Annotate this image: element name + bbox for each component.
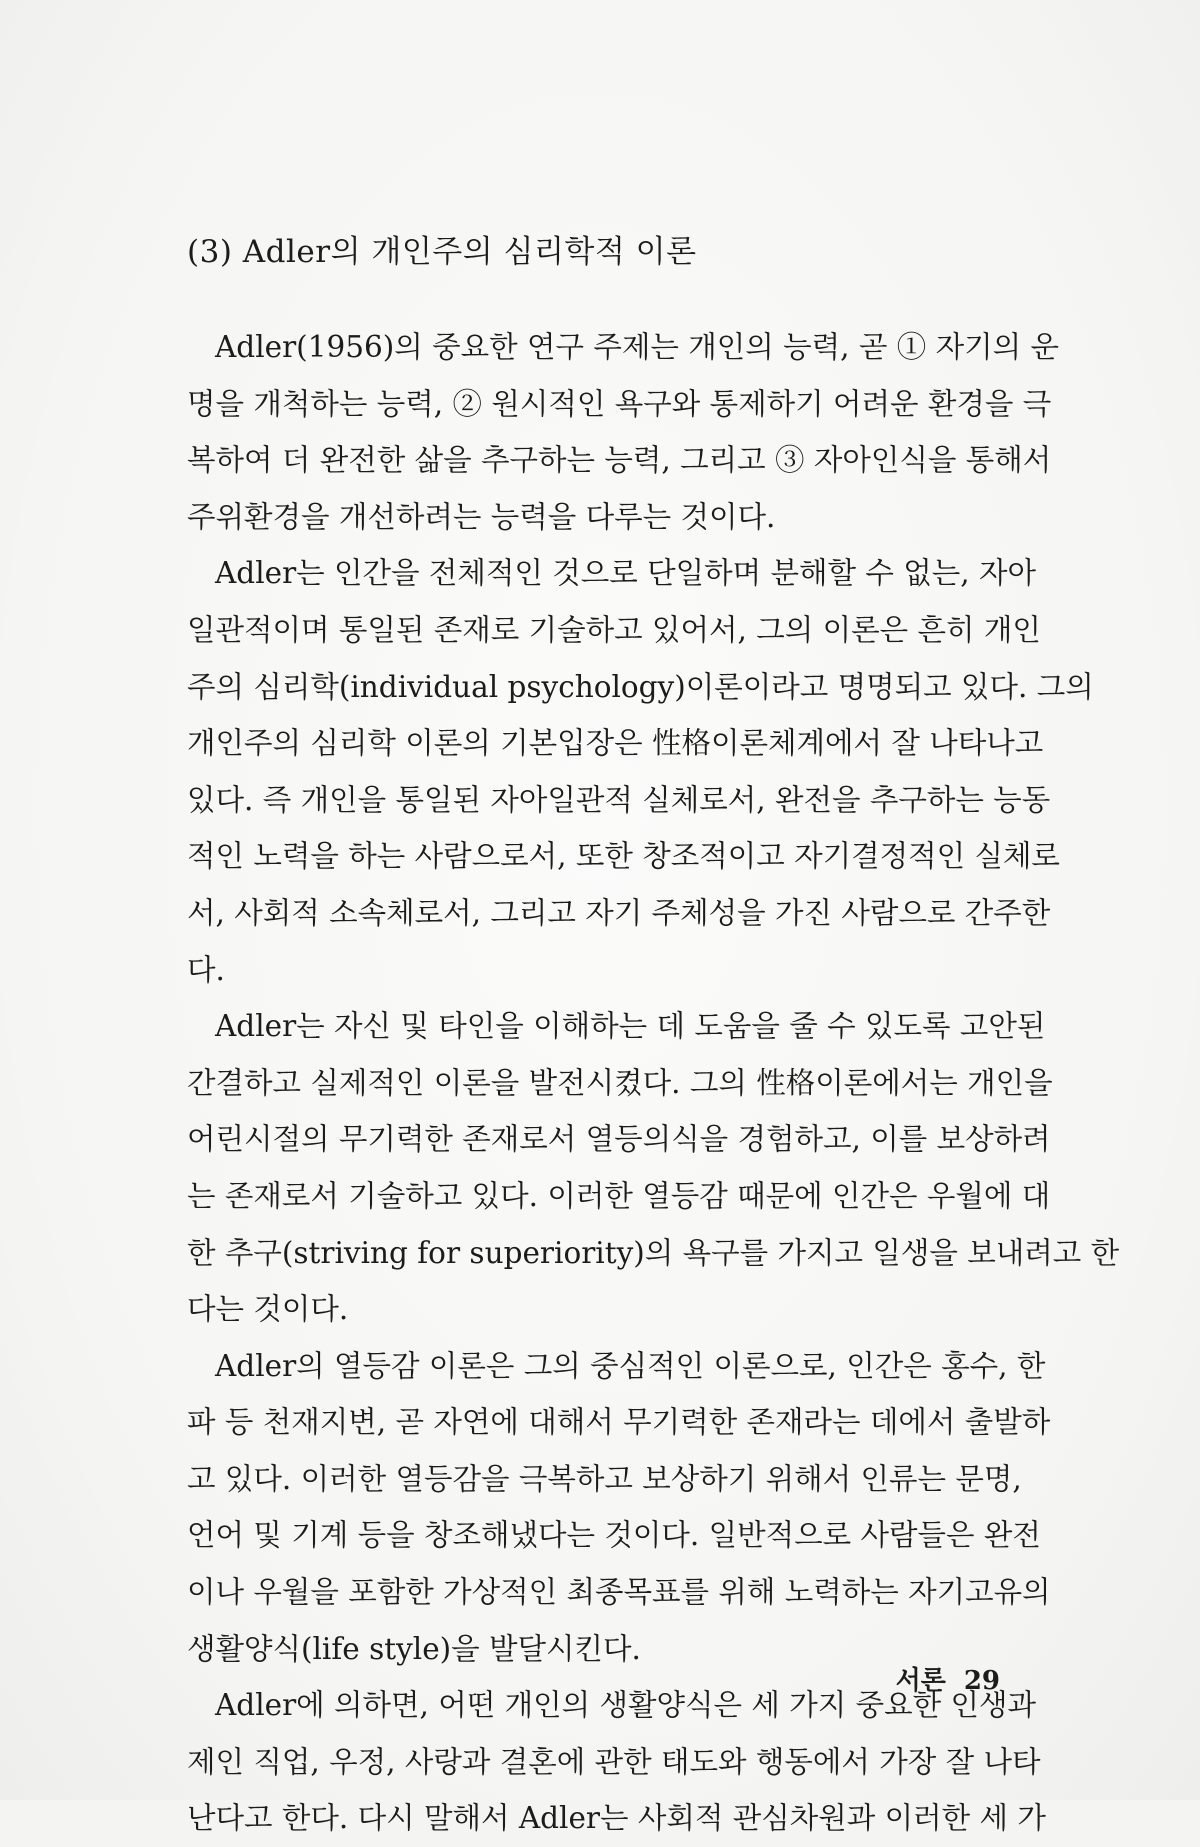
text-line: Adler는 인간을 전체적인 것으로 단일하며 분해할 수 없는, 자아 [215,556,1037,591]
text-line: 명을 개척하는 능력, ② 원시적인 욕구와 통제하기 어려운 환경을 극 [187,386,1052,421]
text-line: 간결하고 실제적인 이론을 발전시켰다. 그의 性格이론에서는 개인을 [187,1065,1053,1100]
text-line: 다. [187,952,225,987]
text-line: Adler의 열등감 이론은 그의 중심적인 이론으로, 인간은 홍수, 한 [215,1348,1046,1383]
body-text [187,319,1120,1847]
text-line: 서, 사회적 소속체로서, 그리고 자기 주체성을 가진 사람으로 간주한 [187,895,1051,930]
text-line: 다는 것이다. [187,1292,349,1327]
page-number: 29 [963,1666,1000,1696]
text-line: Adler는 자신 및 타인을 이해하는 데 도움을 줄 수 있도록 고안된 [215,1009,1046,1044]
text-line: 주의 심리학(individual psychology)이론이라고 명명되고 있다. 그의 [187,669,1094,704]
text-line: Adler(1956)의 중요한 연구 주제는 개인의 능력, 곧 ① 자기의 운 [215,330,1059,364]
text-line: 어린시절의 무기력한 존재로서 열등의식을 경험하고, 이를 보상하려 [187,1122,1051,1157]
text-line: 고 있다. 이러한 열등감을 극복하고 보상하기 위해서 인류는 문명, [187,1461,1022,1496]
running-section-title: 서론 [895,1666,946,1696]
text-line: 개인주의 심리학 이론의 기본입장은 性格이론체계에서 잘 나타나고 [187,726,1044,761]
text-line: 이나 우월을 포함한 가상적인 최종목표를 위해 노력하는 자기고유의 [187,1575,1051,1610]
text-line: 있다. 즉 개인을 통일된 자아일관적 실체로서, 완전을 추구하는 능동 [187,782,1051,817]
text-line: 는 존재로서 기술하고 있다. 이러한 열등감 때문에 인간은 우월에 대 [187,1178,1051,1213]
page-footer [896,1660,1000,1697]
text-line: 언어 및 기계 등을 창조해냈다는 것이다. 일반적으로 사람들은 완전 [187,1518,1041,1553]
text-line: 파 등 천재지변, 곧 자연에 대해서 무기력한 존재라는 데에서 출발하 [187,1405,1051,1440]
section-heading: (3) Adler의 개인주의 심리학적 이론 [187,234,697,270]
text-line: Adler에 의하면, 어떤 개인의 생활양식은 세 가지 중요한 인생과 [215,1688,1037,1723]
text-line: 한 추구(striving for superiority)의 욕구를 가지고 일생을 보내려고 한 [187,1235,1120,1270]
text-line: 난다고 한다. 다시 말해서 Adler는 사회적 관심차원과 이러한 세 가 [187,1801,1046,1836]
text-line: 생활양식(life style)을 발달시킨다. [187,1631,641,1666]
text-line: 적인 노력을 하는 사람으로서, 또한 창조적이고 자기결정적인 실체로 [187,839,1060,874]
text-line: 일관적이며 통일된 존재로 기술하고 있어서, 그의 이론은 흔히 개인 [187,612,1041,647]
text-line: 제인 직업, 우정, 사랑과 결혼에 관한 태도와 행동에서 가장 잘 나타 [187,1744,1041,1779]
text-line: 복하여 더 완전한 삶을 추구하는 능력, 그리고 ③ 자아인식을 통해서 [187,443,1052,478]
text-line: 주위환경을 개선하려는 능력을 다루는 것이다. [187,499,776,534]
